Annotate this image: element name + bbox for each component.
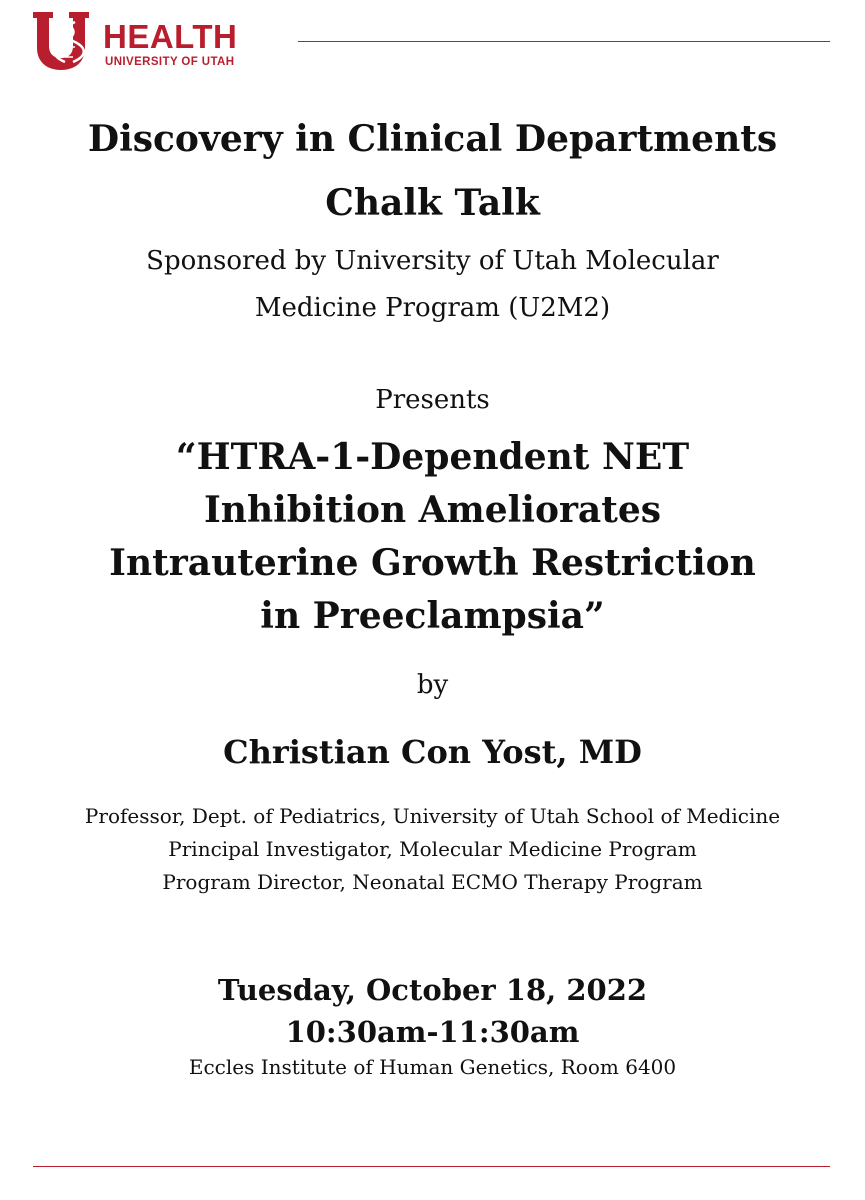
footer-divider: [33, 1166, 830, 1167]
logo-subtitle: UNIVERSITY OF UTAH: [105, 56, 235, 68]
talk-title-line-1: “HTRA-1-Dependent NET: [175, 436, 690, 478]
speaker-role-2: Principal Investigator, Molecular Medicine Program: [168, 837, 697, 861]
logo-wordmark: HEALTH: [103, 18, 238, 55]
by-label: by: [416, 670, 449, 700]
presents-label: Presents: [375, 385, 490, 415]
header: [0, 0, 865, 80]
u-health-logo: [33, 12, 263, 70]
event-location: Eccles Institute of Human Genetics, Room 6400: [188, 1055, 677, 1079]
event-date: Tuesday, October 18, 2022: [217, 973, 648, 1007]
sponsor-line-2: Medicine Program (U2M2): [254, 293, 611, 323]
event-title-line-2: Chalk Talk: [325, 182, 540, 224]
talk-title-line-4: in Preeclampsia”: [260, 595, 605, 637]
speaker-role-3: Program Director, Neonatal ECMO Therapy Program: [162, 870, 703, 894]
talk-title-line-2: Inhibition Ameliorates: [203, 489, 662, 531]
u-health-logo-icon: [33, 12, 95, 70]
talk-title-line-3: Intrauterine Growth Restriction: [109, 542, 756, 584]
speaker-name: Christian Con Yost, MD: [223, 733, 642, 771]
event-time: 10:30am-11:30am: [285, 1015, 580, 1049]
sponsor-line-1: Sponsored by University of Utah Molecular: [146, 246, 719, 276]
event-title-line-1: Discovery in Clinical Departments: [87, 118, 778, 160]
speaker-role-1: Professor, Dept. of Pediatrics, University of Utah School of Medicine: [84, 804, 781, 828]
header-divider: [298, 41, 830, 42]
